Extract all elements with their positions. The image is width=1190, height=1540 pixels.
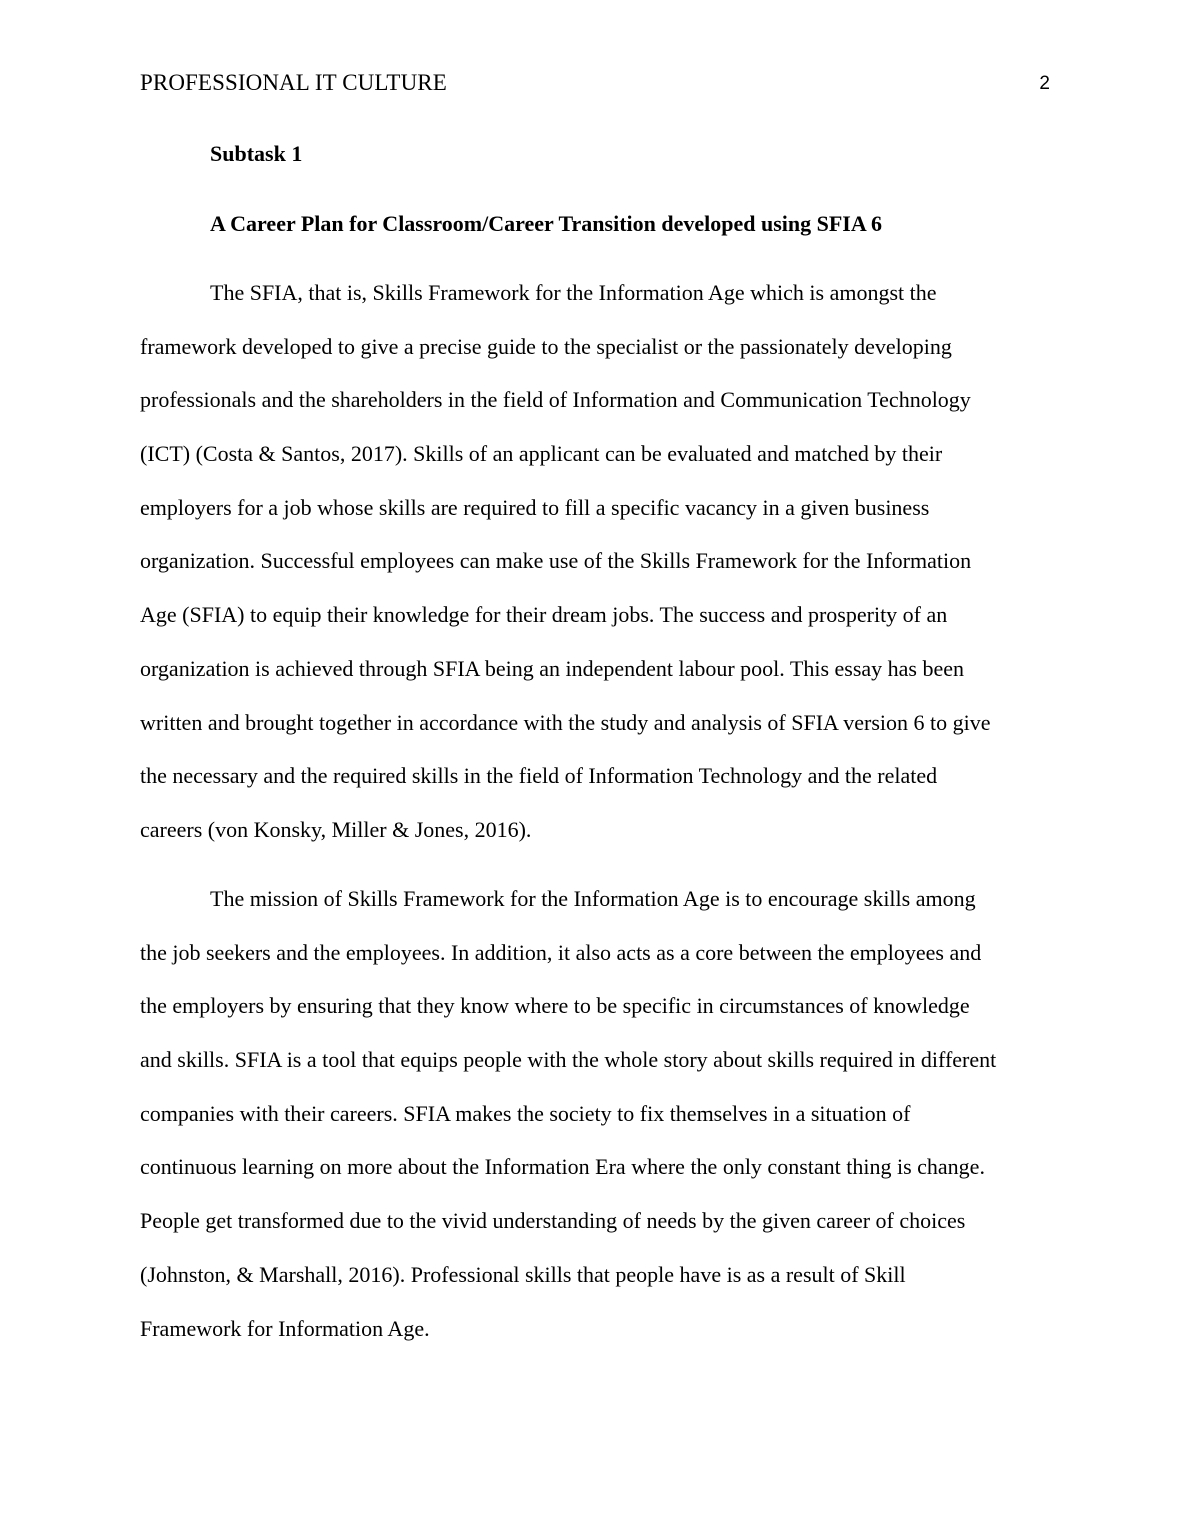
paragraph-line: the employers by ensuring that they know where to be specific in circumstances of knowledge [140, 993, 970, 1019]
paragraph-line: careers (von Konsky, Miller & Jones, 2016). [140, 816, 532, 842]
paragraph-2 [140, 872, 1050, 1355]
paragraph-line: Framework for Information Age. [140, 1315, 430, 1341]
paragraph-line: the job seekers and the employees. In addition, it also acts as a core between the employees and [140, 939, 982, 965]
paragraph-line: The SFIA, that is, Skills Framework for the Information Age which is amongst the [210, 280, 937, 305]
section-title: A Career Plan for Classroom/Career Transition developed using SFIA 6 [210, 211, 883, 236]
paragraph-line: continuous learning on more about the Information Era where the only constant thing is change. [140, 1154, 985, 1180]
paragraph-line: People get transformed due to the vivid understanding of needs by the given career of choices [140, 1208, 966, 1234]
subtask-heading: Subtask 1 [210, 141, 303, 166]
paragraph-line: Age (SFIA) to equip their knowledge for their dream jobs. The success and prosperity of an [140, 602, 948, 628]
paragraph-line: framework developed to give a precise guide to the specialist or the passionately developing [140, 333, 952, 359]
paragraph-line: (Johnston, & Marshall, 2016). Professional skills that people have is as a result of Skill [140, 1261, 906, 1287]
paragraph-line: (ICT) (Costa & Santos, 2017). Skills of an applicant can be evaluated and matched by their [140, 441, 943, 467]
paragraph-line: organization. Successful employees can make use of the Skills Framework for the Information [140, 548, 972, 574]
running-head: PROFESSIONAL IT CULTURE [140, 70, 447, 95]
paragraph-line: The mission of Skills Framework for the Information Age is to encourage skills among [210, 886, 976, 911]
paragraph-line: professionals and the shareholders in the field of Information and Communication Technology [140, 387, 971, 413]
paragraph-line: organization is achieved through SFIA being an independent labour pool. This essay has been [140, 655, 965, 681]
paragraph-line: written and brought together in accordance with the study and analysis of SFIA version 6 to give [140, 709, 991, 735]
paragraph-line: companies with their careers. SFIA makes the society to fix themselves in a situation of [140, 1100, 911, 1126]
paragraph-1 [140, 266, 1050, 857]
page-number: 2 [1039, 73, 1050, 94]
paragraph-line: and skills. SFIA is a tool that equips people with the whole story about skills required in different [140, 1047, 997, 1073]
paragraph-line: employers for a job whose skills are required to fill a specific vacancy in a given business [140, 494, 930, 520]
paragraph-line: the necessary and the required skills in the field of Information Technology and the related [140, 763, 938, 789]
